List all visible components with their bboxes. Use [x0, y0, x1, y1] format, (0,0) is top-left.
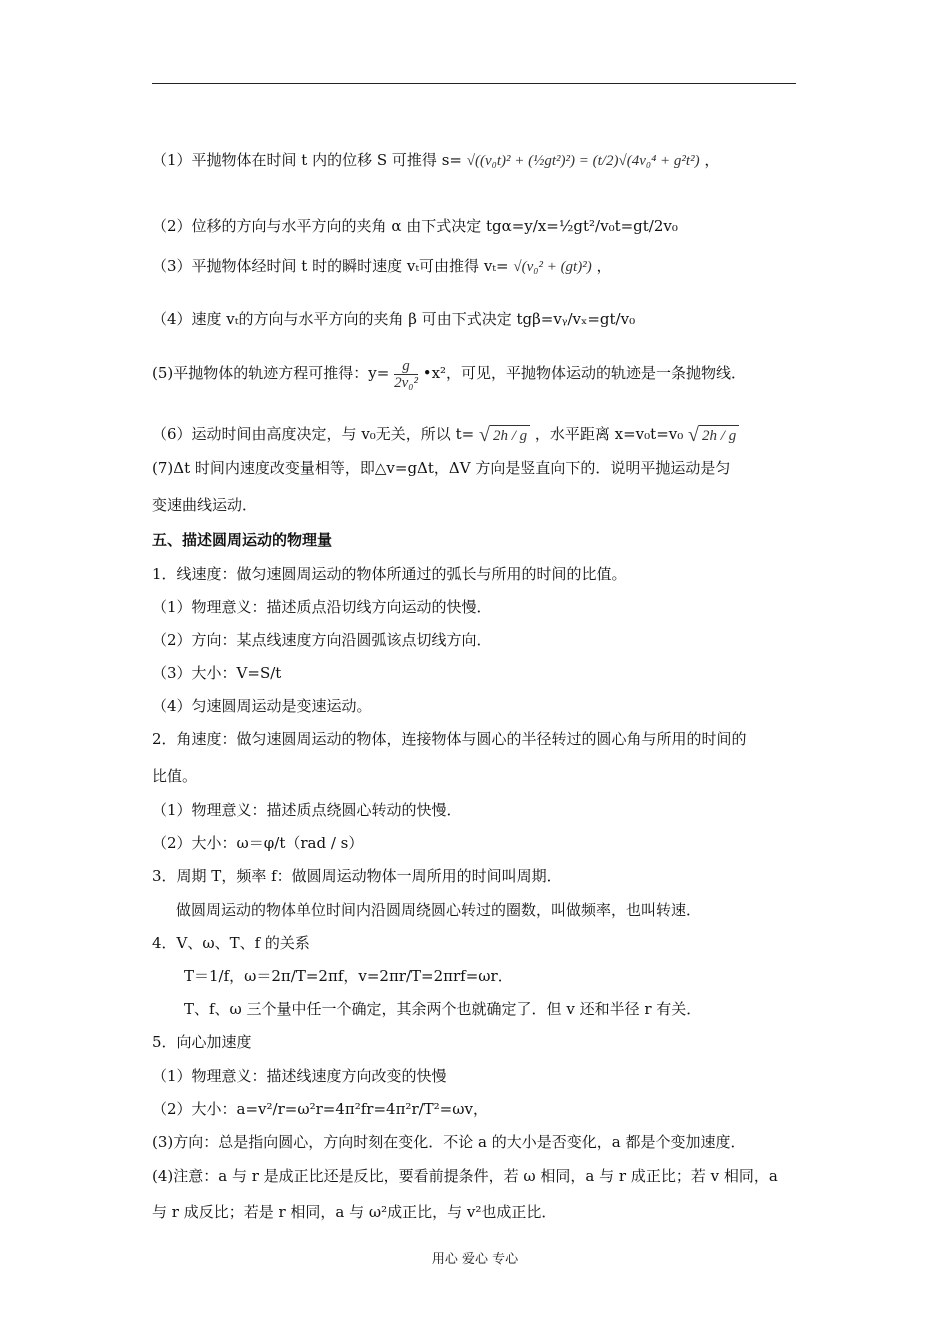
section-heading-5: 五、描述圆周运动的物理量 — [152, 531, 333, 549]
item-5-1: （1）物理意义：描述线速度方向改变的快慢 — [152, 1067, 447, 1085]
fraction-numerator: g — [394, 358, 418, 375]
para-3 — [152, 256, 612, 277]
item-1-2: （2）方向：某点线速度方向沿圆弧该点切线方向． — [152, 631, 492, 649]
item-5: 5．向心加速度 — [152, 1033, 252, 1051]
velocity-formula: √(v₀² + (gt)²) — [513, 259, 592, 275]
item-1-1: （1）物理意义：描述质点沿切线方向运动的快慢． — [152, 598, 492, 616]
trajectory-fraction — [394, 358, 418, 391]
para-7-line-1: (7)Δt 时间内速度改变量相等，即△v=gΔt，ΔV 方向是竖直向下的．说明平抛运动是匀 — [152, 459, 731, 477]
item-4-note: T、f、ω 三个量中任一个确定，其余两个也就确定了．但 v 还和半径 r 有关． — [184, 1000, 702, 1018]
time-radicand: 2h / g — [490, 425, 530, 446]
para-2: （2）位移的方向与水平方向的夹角 α 由下式决定 tgα=y/x=½gt²/v₀t=gt/2v₀ — [152, 217, 678, 235]
para-3-text: （3）平抛物体经时间 t 时的瞬时速度 vₜ可由推得 vₜ= — [152, 257, 509, 275]
item-5-4-cont: 与 r 成反比；若是 r 相同，a 与 ω²成正比，与 v²也成正比． — [152, 1203, 557, 1221]
item-4: 4．V、ω、T、f 的关系 — [152, 934, 310, 952]
para-1 — [152, 150, 719, 171]
item-2-1: （1）物理意义：描述质点绕圆心转动的快慢． — [152, 801, 462, 819]
para-1-end: ， — [704, 151, 720, 169]
item-5-4: (4)注意：a 与 r 是成正比还是反比，要看前提条件，若 ω 相同，a 与 r 成正比；若 v 相同，a — [152, 1167, 778, 1185]
displacement-formula: √((v₀t)² + (½gt²)²) = (t/2)√(4v₀⁴ + g²t²) — [466, 153, 700, 169]
para-4: （4）速度 vₜ的方向与水平方向的夹角 β 可由下式决定 tgβ=vᵧ/vₓ=gt/v₀ — [152, 310, 636, 328]
item-1: 1．线速度：做匀速圆周运动的物体所通过的弧长与所用的时间的比值。 — [152, 565, 627, 583]
item-3-cont: 做圆周运动的物体单位时间内沿圆周绕圆心转过的圈数，叫做频率，也叫转速． — [176, 901, 702, 919]
item-2-cont: 比值。 — [152, 767, 198, 785]
radical-icon: √ — [688, 424, 700, 446]
para-3-end: ， — [596, 257, 612, 275]
para-7-line-2: 变速曲线运动． — [152, 496, 258, 514]
para-6-text-1: （6）运动时间由高度决定，与 v₀无关，所以 t= — [152, 425, 475, 443]
item-3: 3．周期 T，频率 f：做圆周运动物体一周所用的时间叫周期． — [152, 867, 562, 885]
para-5-end: •x²，可见，平抛物体运动的轨迹是一条抛物线． — [422, 364, 747, 382]
header-rule — [152, 83, 796, 84]
para-1-text: （1）平抛物体在时间 t 内的位移 S 可推得 s= — [152, 151, 462, 169]
para-6-text-2: ，水平距离 x=v₀t=v₀ — [534, 425, 684, 443]
fraction-denominator: 2v₀² — [394, 374, 418, 391]
para-5-text: (5)平抛物体的轨迹方程可推得：y= — [152, 364, 390, 382]
item-5-2: （2）大小：a=v²/r=ω²r=4π²fr=4π²r/T²=ωv， — [152, 1100, 488, 1118]
page-footer: 用心 爱心 专心 — [431, 1252, 519, 1267]
para-5 — [152, 355, 746, 391]
distance-radicand: 2h / g — [699, 425, 739, 446]
radical-icon: √ — [478, 424, 490, 446]
item-1-4: （4）匀速圆周运动是变速运动。 — [152, 697, 372, 715]
item-1-3: （3）大小：V=S/t — [152, 664, 282, 682]
item-2-2: （2）大小：ω＝φ/t（rad / s） — [152, 834, 364, 852]
item-2: 2．角速度：做匀速圆周运动的物体，连接物体与圆心的半径转过的圆心角与所用的时间的 — [152, 730, 747, 748]
para-6 — [152, 424, 739, 446]
item-4-formula: T＝1/f，ω＝2π/T=2πf，v=2πr/T=2πrf=ωr． — [184, 967, 513, 985]
item-5-3: (3)方向：总是指向圆心，方向时刻在变化．不论 a 的大小是否变化，a 都是个变加速度． — [152, 1133, 746, 1151]
